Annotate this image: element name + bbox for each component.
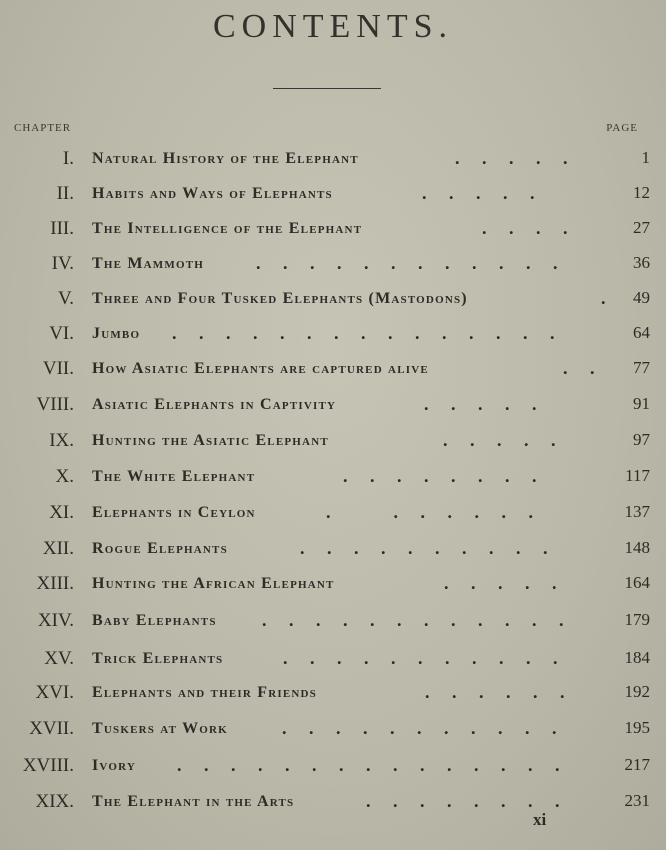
- dot-leader: . . . . . . . .: [343, 466, 537, 486]
- page-number: 1: [641, 148, 650, 167]
- toc-entry: [0, 218, 666, 248]
- page-number: 184: [624, 648, 650, 667]
- chapter-number: XV.: [44, 648, 74, 669]
- page-number: 27: [633, 218, 650, 237]
- dot-leader: . . . . . . . . . . . . . . .: [172, 323, 555, 343]
- chapter-title: Jumbo: [92, 325, 141, 342]
- chapter-title: Elephants and their Friends: [92, 684, 317, 701]
- toc-entry: [0, 791, 666, 821]
- dot-leader: . . . . . . . . . . .: [282, 718, 557, 738]
- dot-leader: .: [601, 288, 606, 308]
- page-number: 97: [633, 430, 650, 449]
- toc-entry: [0, 148, 666, 178]
- dot-leader: . . . . . . . .: [366, 791, 560, 811]
- dot-leader: . . . . .: [443, 430, 556, 450]
- chapter-number: X.: [55, 466, 74, 487]
- chapter-number: II.: [56, 183, 74, 204]
- chapter-number: XVI.: [35, 682, 74, 703]
- toc-entry: [0, 573, 666, 603]
- chapter-number: VI.: [49, 323, 74, 344]
- page-number: 192: [624, 682, 650, 701]
- chapter-title: Trick Elephants: [92, 650, 224, 667]
- chapter-title: Habits and Ways of Elephants: [92, 185, 333, 202]
- page-number: 91: [633, 394, 650, 413]
- page-number: 179: [624, 610, 650, 629]
- page-column-label: PAGE: [606, 122, 638, 134]
- dot-leader: . . . . .: [444, 573, 557, 593]
- chapter-number: VIII.: [36, 394, 74, 415]
- dot-leader: . . . . .: [455, 148, 568, 168]
- page-number: 195: [624, 718, 650, 737]
- page-number: 117: [625, 466, 650, 485]
- dot-leader: . . . . . . . . . . . .: [256, 253, 558, 273]
- toc-entry: [0, 466, 666, 496]
- page-folio: xi: [533, 810, 547, 829]
- toc-entry: [0, 394, 666, 424]
- chapter-title: Tuskers at Work: [92, 720, 228, 737]
- dot-leader: . . . . .: [424, 394, 537, 414]
- chapter-number: V.: [57, 288, 74, 309]
- dot-leader: . . . . . . .: [326, 502, 533, 522]
- dot-leader: . . . .: [482, 218, 568, 238]
- dot-leader: . . . . . . . . . .: [300, 538, 548, 558]
- chapter-column-label: CHAPTER: [14, 122, 72, 134]
- chapter-title: Ivory: [92, 757, 137, 774]
- page-number: 148: [624, 538, 650, 557]
- chapter-number: XIV.: [37, 610, 74, 631]
- dot-leader: . . . . . . . . . . .: [283, 648, 558, 668]
- chapter-number: IX.: [49, 430, 74, 451]
- toc-entry: [0, 253, 666, 283]
- page-number: 164: [624, 573, 650, 592]
- page-title: CONTENTS.: [212, 8, 454, 45]
- chapter-title: Elephants in Ceylon: [92, 504, 256, 521]
- toc-entry: [0, 288, 666, 318]
- toc-entry: [0, 430, 666, 460]
- chapter-number: XI.: [49, 502, 74, 523]
- chapter-number: I.: [62, 148, 74, 169]
- page-number: 77: [633, 358, 650, 377]
- toc-entry: [0, 648, 666, 678]
- page-number: 49: [633, 288, 650, 307]
- chapter-title: Asiatic Elephants in Captivity: [92, 396, 337, 413]
- toc-entry: [0, 183, 666, 213]
- chapter-title: The Intelligence of the Elephant: [92, 220, 363, 237]
- toc-entry: [0, 718, 666, 748]
- dot-leader: . . . . . .: [425, 682, 565, 702]
- toc-entry: [0, 538, 666, 568]
- dot-leader: . .: [563, 358, 595, 378]
- chapter-title: Hunting the Asiatic Elephant: [92, 432, 329, 449]
- chapter-number: XVII.: [29, 718, 74, 739]
- toc-entry: [0, 502, 666, 532]
- chapter-number: XII.: [42, 538, 74, 559]
- chapter-title: Three and Four Tusked Elephants (Mastodons): [92, 290, 468, 307]
- toc-entry: [0, 755, 666, 785]
- chapter-title: The White Elephant: [92, 468, 256, 485]
- dot-leader: . . . . .: [422, 183, 535, 203]
- chapter-number: III.: [50, 218, 74, 239]
- chapter-number: IV.: [51, 253, 74, 274]
- chapter-title: How Asiatic Elephants are captured alive: [92, 360, 429, 377]
- chapter-title: Rogue Elephants: [92, 540, 228, 557]
- page-number: 137: [624, 502, 650, 521]
- page-number: 64: [633, 323, 650, 342]
- page-number: 231: [624, 791, 650, 810]
- chapter-title: Baby Elephants: [92, 612, 217, 629]
- dot-leader: . . . . . . . . . . . . . . .: [177, 755, 560, 775]
- page-number: 217: [624, 755, 650, 774]
- dot-leader: . . . . . . . . . . . .: [262, 610, 564, 630]
- page-number: 12: [633, 183, 650, 202]
- chapter-number: XVIII.: [22, 755, 74, 776]
- chapter-number: XIX.: [35, 791, 74, 812]
- toc-entry: [0, 682, 666, 712]
- toc-entry: [0, 610, 666, 640]
- chapter-number: XIII.: [36, 573, 74, 594]
- toc-entry: [0, 323, 666, 353]
- chapter-title: The Elephant in the Arts: [92, 793, 295, 810]
- chapter-title: Hunting the African Elephant: [92, 575, 335, 592]
- page-number: 36: [633, 253, 650, 272]
- toc-entry: [0, 358, 666, 388]
- chapter-number: VII.: [42, 358, 74, 379]
- chapter-title: Natural History of the Elephant: [92, 150, 359, 167]
- chapter-title: The Mammoth: [92, 255, 205, 272]
